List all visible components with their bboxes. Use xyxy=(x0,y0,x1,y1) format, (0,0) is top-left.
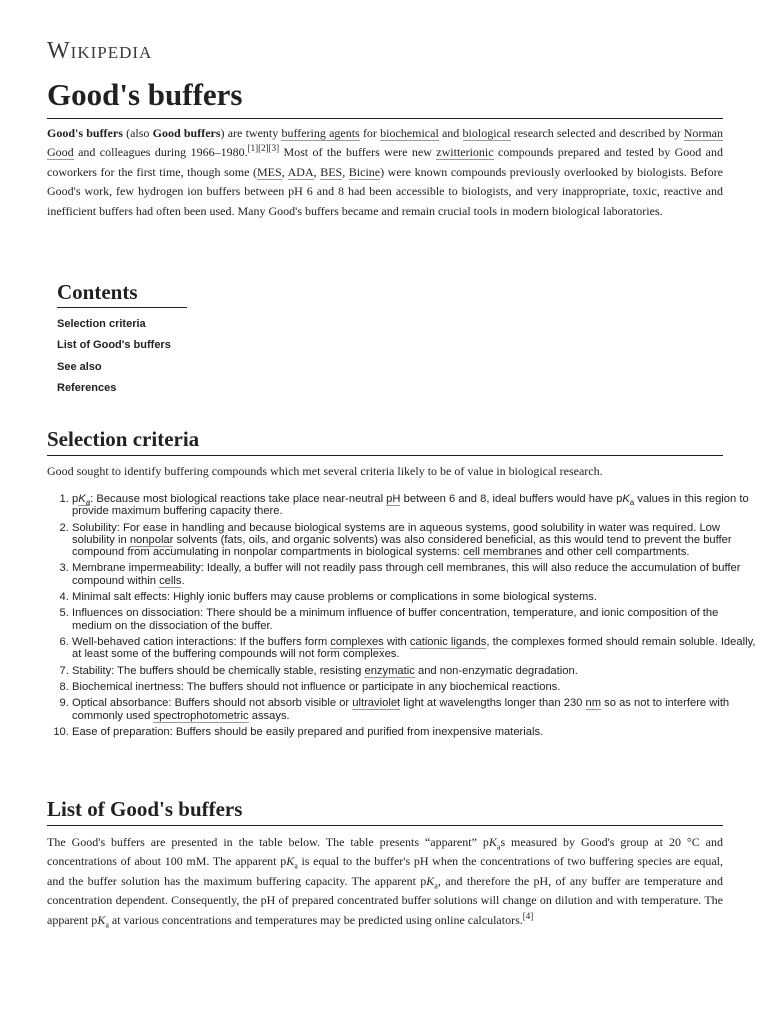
list-item: 5. Influences on dissociation: There should be a minimum influence of buffer concentration, temperature, and ionic composition of the medium on the dissociation of the buffer. xyxy=(72,607,758,631)
list-item: 9. Optical absorbance: Buffers should not absorb visible or ultraviolet light at wavelengths longer than 230 nm so as not to interfere with commonly used spectrophotometric assays. xyxy=(72,697,758,721)
link-biochemical[interactable]: biochemical xyxy=(380,126,439,140)
list-item: 4. Minimal salt effects: Highly ionic buffers may cause problems or complications in some biological systems. xyxy=(72,591,758,603)
link-cationic-ligands[interactable]: cationic ligands xyxy=(409,635,487,648)
heading-list-of-goods-buffers: List of Good's buffers xyxy=(47,796,723,826)
toc-item-see-also[interactable]: See also xyxy=(57,360,102,373)
list-item: 7. Stability: The buffers should be chemically stable, resisting enzymatic and non-enzymatic degradation. xyxy=(72,665,758,677)
link-nonpolar[interactable]: nonpolar xyxy=(129,533,174,546)
link-biological[interactable]: biological xyxy=(462,126,511,140)
citation-refs[interactable]: [1][2][3] xyxy=(247,143,280,154)
toc-item-selection-criteria[interactable]: Selection criteria xyxy=(57,318,146,330)
link-mes[interactable]: MES xyxy=(257,164,282,179)
bold-term: Good's buffers xyxy=(47,126,123,140)
list-item: 8. Biochemical inertness: The buffers should not influence or participate in any biochemical reactions. xyxy=(72,681,758,693)
link-bicine[interactable]: Bicine xyxy=(348,164,381,179)
selection-lead: Good sought to identify buffering compounds which met several criteria likely to be of value in biological research. xyxy=(47,464,603,478)
toc-title: Contents xyxy=(57,280,187,308)
link-pka[interactable]: $K_a$ xyxy=(78,493,91,508)
table-of-contents xyxy=(57,280,187,399)
link-buffering-agents[interactable]: buffering agents xyxy=(281,126,360,140)
list-paragraph: The Good's buffers are presented in the table below. The table presents “apparent” $pK_as$ measured by Good's group at 20 °C and concentrations of about 100 mM. The apparent $pK_a$ is equal to the buffer's pH when the concentrations of two buffering species are equal, and the buffer solution has the maximum buffering capacity. The apparent $pK_a$, and therefore the pH, of any buffer are temperature and concentration dependent. Consequently, the pH of prepared concentrated buffer solutions will change on dilution and with temperature. The apparent $pK_a$ at various concentrations and temperatures may be predicted using online calculators.[4] xyxy=(47,835,724,930)
link-ph[interactable]: pH xyxy=(386,493,401,505)
link-zwitterionic[interactable]: zwitterionic xyxy=(436,145,494,160)
link-enzymatic[interactable]: enzymatic xyxy=(364,664,415,677)
toc-item-list-of-goods-buffers[interactable]: List of Good's buffers xyxy=(57,339,171,352)
list-item: 3. Membrane impermeability: Ideally, a buffer will not readily pass through cell membranes, this will also reduce the accumulation of buffer compound within cells. xyxy=(72,562,758,586)
link-cells[interactable]: cells xyxy=(159,574,182,587)
link-bes[interactable]: BES xyxy=(320,164,343,179)
intro-paragraph: Good's buffers (also Good buffers) are twenty buffering agents for biochemical and biological research selected and described by Norman Good and colleagues during 1966–1980.[1][2][3] Most of the buffers were new zwitterionic compounds prepared and tested by Good and coworkers for the first time, though some (MES, ADA, BES, Bicine) were known compounds previously overlooked by biologists. Before Good's work, few hydrogen ion buffers between pH 6 and 8 had been accessible to biologists, and very inappropriate, toxic, reactive and inefficient buffers had often been used. Many Good's buffers became and remain crucial tools in modern biological laboratories. xyxy=(47,126,724,218)
list-item: 10. Ease of preparation: Buffers should be easily prepared and purified from inexpensive materials. xyxy=(72,726,758,738)
toc-item-references[interactable]: References xyxy=(57,381,117,394)
list-item: 6. Well-behaved cation interactions: If the buffers form complexes with cationic ligands, the complexes formed should remain soluble. Ideally, at least some of the buffering compounds will not form complexes. xyxy=(72,636,758,660)
link-cell-membranes[interactable]: cell membranes xyxy=(463,546,543,558)
wikipedia-wordmark[interactable]: Wikipedia xyxy=(47,38,153,64)
heading-selection-criteria: Selection criteria xyxy=(47,426,723,456)
link-spectrophotometric[interactable]: spectrophotometric xyxy=(153,709,249,722)
citation-ref-4[interactable]: [4] xyxy=(522,910,534,921)
link-norman-good[interactable]: Norman Good xyxy=(47,126,724,160)
list-item: 2. Solubility: For ease in handling and because biological systems are in aqueous systems, good solubility in water was required. Low solubility in nonpolar solvents (fats, oils, and organic solvents) was also considered beneficial, as this would tend to prevent the buffer compound from accumulating in nonpolar compartments in biological systems: cell membranes and other cell compartments. xyxy=(72,522,758,559)
link-complexes[interactable]: complexes xyxy=(330,635,384,648)
list-item: 1. $pK_a$: Because most biological reactions take place near-neutral pH between 6 and 8, ideal buffers would have $pK_a$ values in this region to provide maximum buffering capacity there. xyxy=(72,493,758,517)
criteria-list xyxy=(47,493,758,742)
link-ada[interactable]: ADA xyxy=(287,164,314,179)
bold-term: Good buffers xyxy=(152,126,221,140)
page-title: Good's buffers xyxy=(47,76,723,119)
link-nm[interactable]: nm xyxy=(585,697,602,710)
link-ultraviolet[interactable]: ultraviolet xyxy=(352,697,401,710)
toc-list xyxy=(57,314,187,399)
